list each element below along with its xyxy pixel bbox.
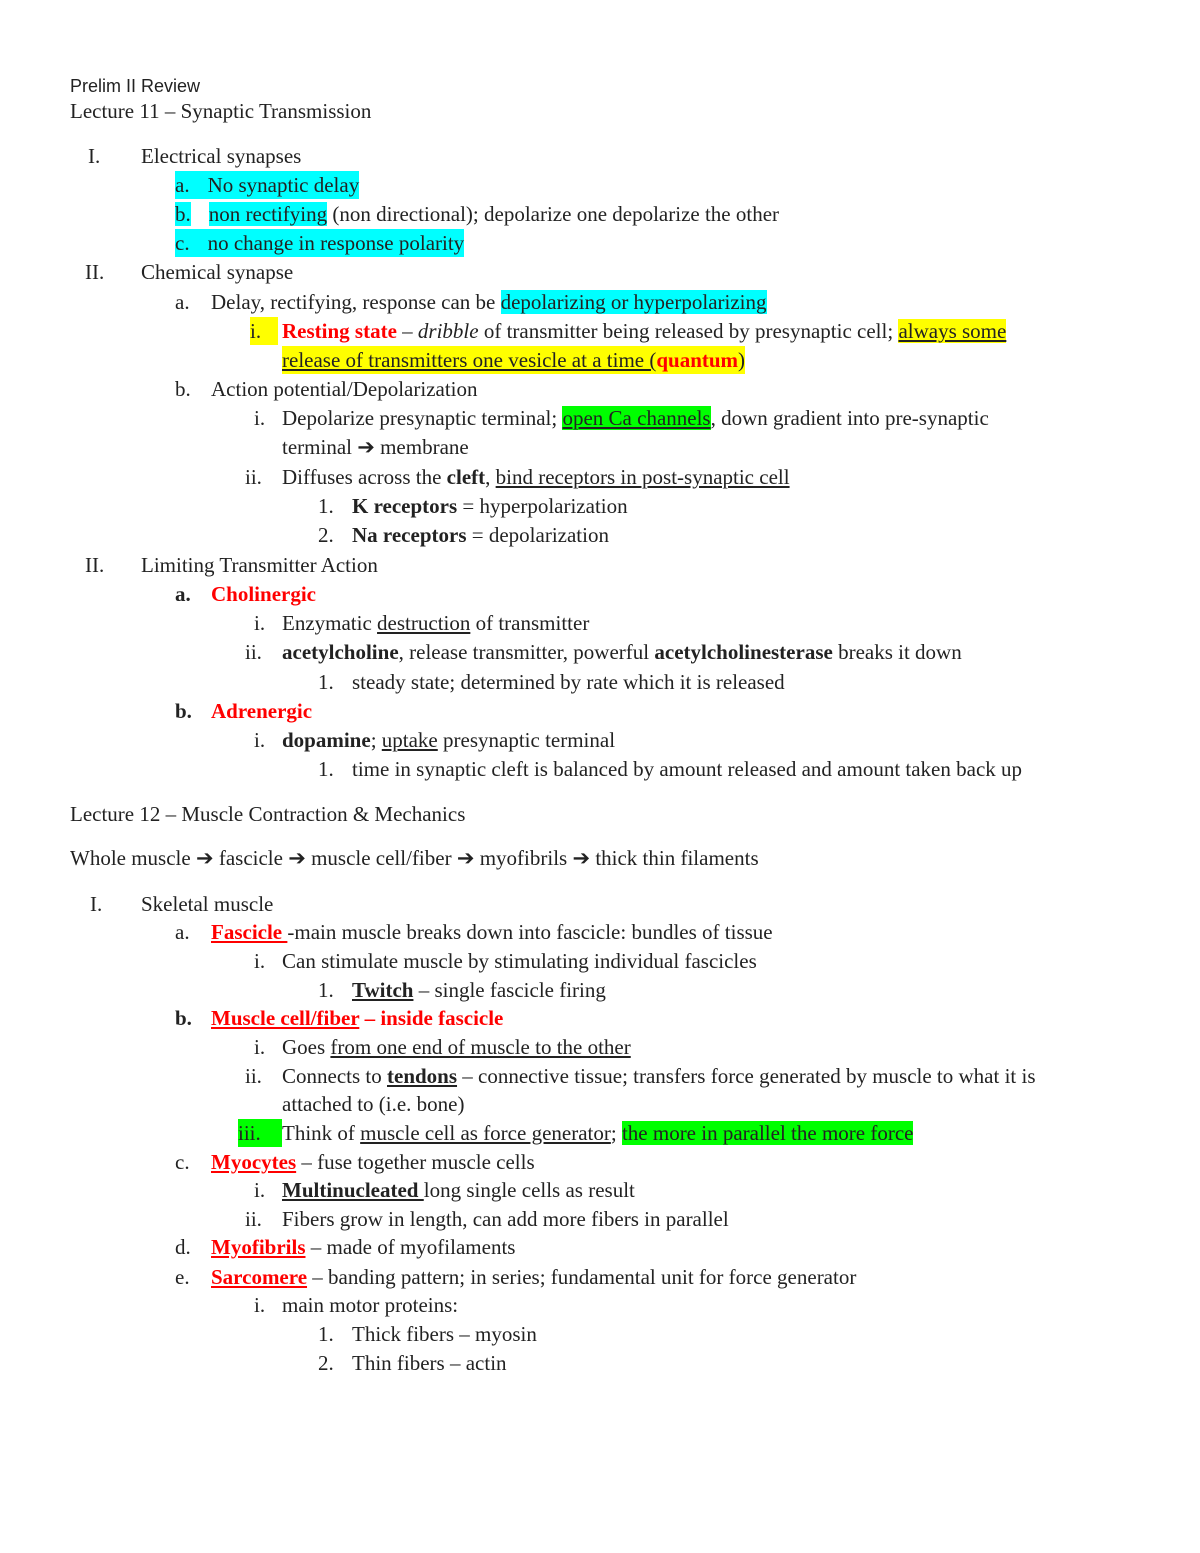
item-text: , down gradient into pre-synaptic [710, 406, 989, 430]
list-item [282, 609, 589, 637]
item-text: Diffuses across the [282, 465, 447, 489]
arrow-icon: ➔ [456, 846, 475, 870]
list-marker: i. [254, 406, 266, 430]
item-text: Depolarize presynaptic terminal; [282, 406, 563, 430]
list-item: Action potential/Depolarization [211, 377, 478, 401]
bold-text: cleft [446, 465, 486, 489]
item-text: – [396, 319, 418, 343]
list-marker: i. [254, 611, 266, 635]
item-text: Goes [282, 1035, 331, 1059]
list-item: time in synaptic cleft is balanced by amount released and amount taken back up [352, 757, 1023, 781]
list-item [175, 171, 359, 199]
list-item [282, 726, 615, 754]
list-item: Fibers grow in length, can add more fibers in parallel [282, 1207, 729, 1231]
underlined-text: from one end of muscle to the other [330, 1035, 631, 1059]
list-item [282, 1062, 1036, 1090]
list-item [282, 1119, 913, 1147]
page-header: Prelim II Review [70, 76, 201, 96]
list-marker: ii. [245, 1207, 262, 1231]
hierarchy-step: muscle cell/fiber [311, 846, 452, 870]
list-marker: iii. [238, 1119, 282, 1147]
item-text: presynaptic terminal [437, 728, 616, 752]
list-marker: ii. [245, 465, 262, 489]
item-text: breaks it down [832, 640, 962, 664]
list-marker: 2. [318, 523, 334, 547]
list-marker: i. [254, 1035, 266, 1059]
list-marker: 1. [318, 1322, 334, 1346]
list-marker: d. [175, 1235, 191, 1259]
item-text: no change in response polarity [207, 231, 465, 255]
list-marker: I. [90, 892, 103, 916]
term-tendons: tendons [387, 1064, 458, 1088]
list-item [352, 521, 609, 549]
arrow-icon: ➔ [572, 846, 591, 870]
item-text: (non directional); depolarize one depolarize the other [327, 202, 780, 226]
list-marker: i. [250, 317, 278, 345]
lecture-11-title: Lecture 11 – Synaptic Transmission [70, 99, 372, 123]
arrow-icon: ➔ [357, 435, 375, 459]
list-item-continuation [282, 346, 745, 374]
section-electrical-synapses: Electrical synapses [141, 144, 302, 168]
item-text: long single cells as result [423, 1178, 635, 1202]
list-marker: i. [254, 1293, 266, 1317]
item-text: , [485, 465, 496, 489]
list-marker: b. [175, 377, 191, 401]
list-marker: 1. [318, 978, 334, 1002]
item-text: Connects to [282, 1064, 387, 1088]
item-text: release of transmitters one vesicle at a time ( [282, 348, 657, 372]
underlined-text: destruction [377, 611, 471, 635]
list-marker: i. [254, 728, 266, 752]
item-text: – banding pattern; in series; fundamental unit for force generator [307, 1265, 857, 1289]
list-marker: b. [175, 1006, 192, 1030]
list-item [175, 229, 464, 257]
item-text: ) [738, 348, 746, 372]
underlined-text: muscle cell as force generator [360, 1121, 611, 1145]
list-marker: 1. [318, 494, 334, 518]
muscle-hierarchy [70, 844, 759, 872]
item-text: – connective tissue; transfers force generated by muscle to what it is [457, 1064, 1036, 1088]
term-fascicle: Fascicle [211, 920, 288, 944]
hierarchy-step: thick thin filaments [595, 846, 759, 870]
list-marker: c. [175, 1150, 190, 1174]
list-item: Thick fibers – myosin [352, 1322, 537, 1346]
list-item [211, 288, 767, 316]
highlighted-text: always some [898, 319, 1007, 343]
list-marker: 2. [318, 1351, 334, 1375]
section-skeletal-muscle: Skeletal muscle [141, 892, 274, 916]
list-marker: b. [175, 699, 192, 723]
list-item: Can stimulate muscle by stimulating individual fascicles [282, 949, 757, 973]
list-marker: 1. [318, 670, 334, 694]
list-item [211, 1233, 515, 1261]
list-marker: I. [88, 144, 101, 168]
term-quantum: quantum [656, 348, 739, 372]
list-item [211, 918, 773, 946]
list-item-continuation: attached to (i.e. bone) [282, 1092, 465, 1116]
item-text: – single fascicle firing [413, 978, 606, 1002]
list-item [282, 317, 1006, 345]
list-item [282, 463, 790, 491]
list-marker: a. [175, 290, 190, 314]
item-text: – fuse together muscle cells [296, 1150, 535, 1174]
list-item [282, 638, 962, 666]
list-marker: c. [175, 231, 190, 255]
term-resting-state: Resting state [282, 319, 397, 343]
term-sarcomere: Sarcomere [211, 1265, 308, 1289]
list-item [282, 1033, 631, 1061]
lecture-12-title: Lecture 12 – Muscle Contraction & Mechanics [70, 802, 466, 826]
list-item [211, 1263, 856, 1291]
list-marker: a. [175, 582, 191, 606]
item-text: membrane [374, 435, 469, 459]
item-text: Think of [282, 1121, 361, 1145]
bold-text: acetylcholine [282, 640, 399, 664]
bold-text: dopamine [282, 728, 371, 752]
list-marker: a. [175, 920, 190, 944]
highlighted-text: depolarizing or hyperpolarizing [500, 290, 767, 314]
item-text: terminal [282, 435, 358, 459]
list-item: main motor proteins: [282, 1293, 459, 1317]
list-marker: II. [85, 553, 105, 577]
term-twitch: Twitch [352, 978, 414, 1002]
term-myocytes: Myocytes [211, 1150, 297, 1174]
term-myofibrils: Myofibrils [211, 1235, 306, 1259]
item-text: Enzymatic [282, 611, 378, 635]
bold-text: K receptors [352, 494, 458, 518]
highlighted-text: non rectifying [208, 202, 328, 226]
list-marker: ii. [245, 640, 262, 664]
item-text: , release transmitter, powerful [398, 640, 655, 664]
list-marker: ii. [245, 1064, 262, 1088]
term-muscle-cell-fiber: Muscle cell/fiber [211, 1006, 360, 1030]
item-text: of transmitter [470, 611, 590, 635]
list-marker: i. [254, 1178, 266, 1202]
underlined-text: uptake [381, 728, 438, 752]
arrow-icon: ➔ [288, 846, 306, 870]
list-item: steady state; determined by rate which it is released [352, 670, 785, 694]
item-text: Delay, rectifying, response can be [211, 290, 501, 314]
item-text: ; [370, 728, 382, 752]
list-marker: b. [175, 202, 191, 226]
item-text: – made of myofilaments [305, 1235, 516, 1259]
emphasis-text: dribble [417, 319, 479, 343]
item-text: -main muscle breaks down into fascicle: bundles of tissue [287, 920, 773, 944]
list-item [352, 976, 606, 1004]
item-text: ; [610, 1121, 622, 1145]
highlighted-text: the more in parallel the more force [621, 1121, 914, 1145]
term-multinucleated: Multinucleated [282, 1178, 424, 1202]
list-item [282, 404, 989, 432]
list-marker: II. [85, 260, 105, 284]
item-text: = hyperpolarization [457, 494, 628, 518]
item-text: No synaptic delay [207, 173, 360, 197]
list-item: Thin fibers – actin [352, 1351, 507, 1375]
bold-text: Na receptors [352, 523, 467, 547]
list-item [211, 1148, 535, 1176]
list-marker: e. [175, 1265, 190, 1289]
list-marker: a. [175, 173, 190, 197]
hierarchy-step: fascicle [218, 846, 283, 870]
list-item [352, 492, 628, 520]
hierarchy-step: Whole muscle [70, 846, 191, 870]
term-adrenergic: Adrenergic [211, 699, 313, 723]
item-text: = depolarization [466, 523, 609, 547]
section-chemical-synapse: Chemical synapse [141, 260, 294, 284]
highlighted-text: open Ca channels [562, 406, 711, 430]
item-text: of transmitter being released by presynaptic cell; [478, 319, 899, 343]
section-limiting-transmitter-action: Limiting Transmitter Action [141, 553, 378, 577]
list-marker: i. [254, 949, 266, 973]
hierarchy-step: myofibrils [479, 846, 568, 870]
arrow-icon: ➔ [195, 846, 214, 870]
bold-text: acetylcholinesterase [654, 640, 833, 664]
list-item [175, 200, 779, 228]
list-item-continuation [282, 433, 469, 461]
term-cholinergic: Cholinergic [211, 582, 316, 606]
list-marker: 1. [318, 757, 334, 781]
list-item [282, 1176, 635, 1204]
item-text: – inside fascicle [359, 1006, 504, 1030]
list-item [211, 1004, 503, 1032]
underlined-text: bind receptors in post-synaptic cell [495, 465, 790, 489]
